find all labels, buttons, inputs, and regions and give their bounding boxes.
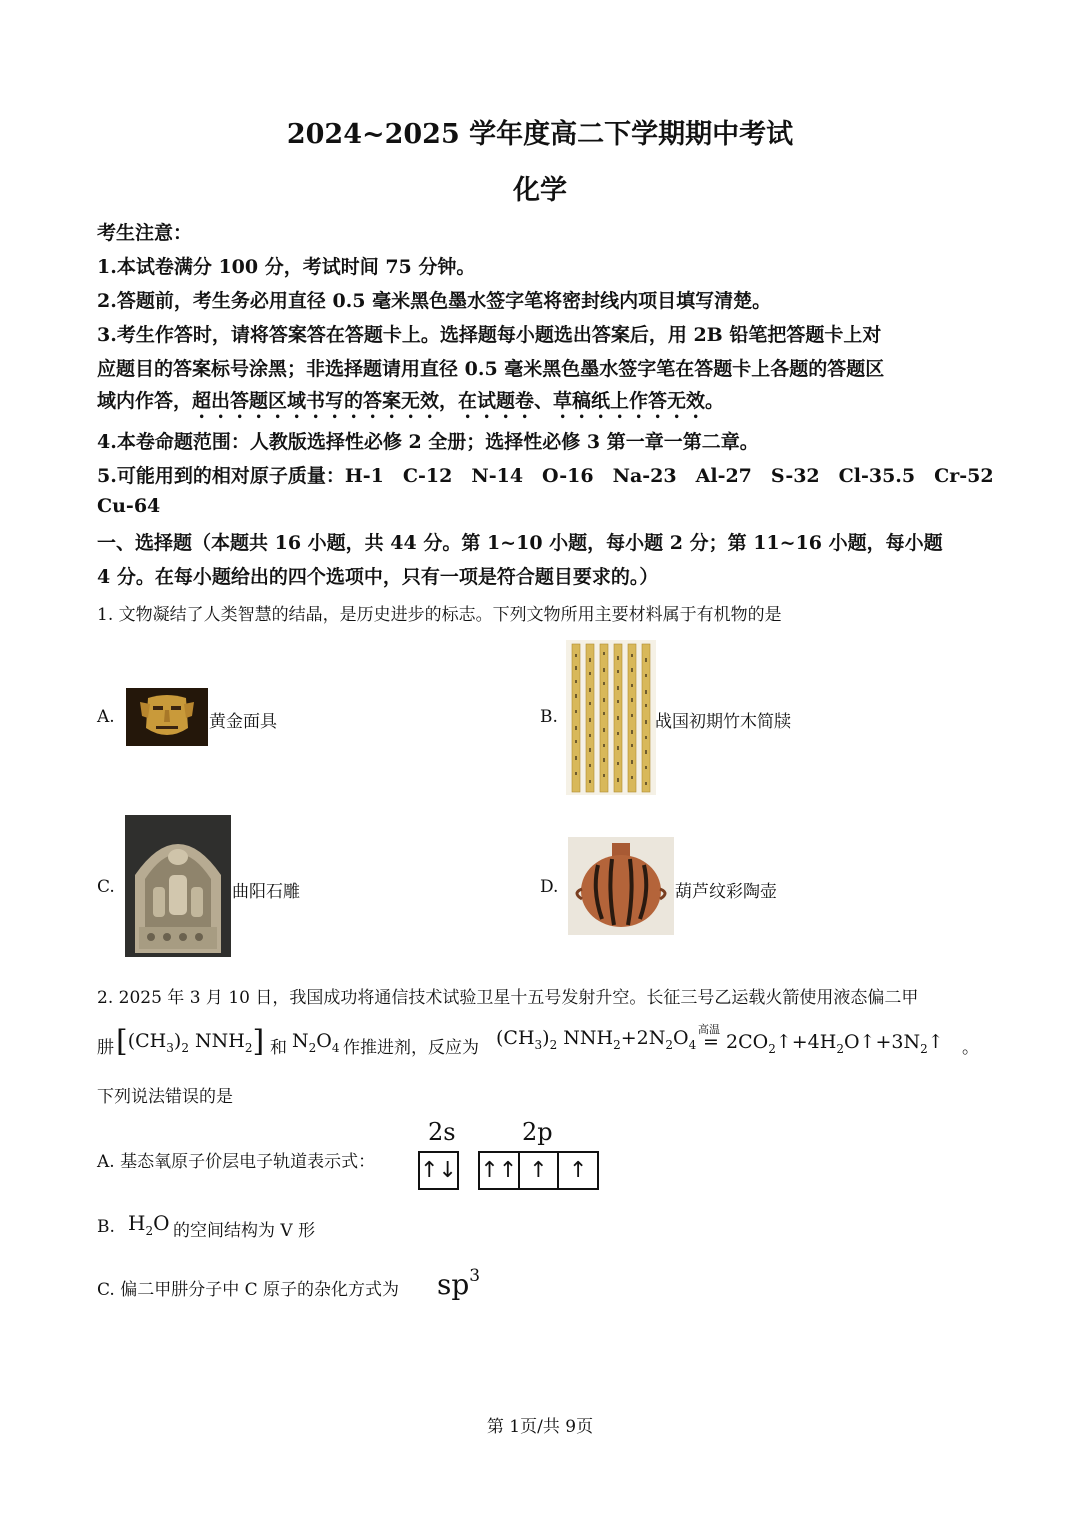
notice-item-3-line-3 <box>97 386 724 423</box>
hybridization-formula: $sp^3$ <box>437 1266 481 1301</box>
orbital-2s-label: 2s <box>428 1118 456 1146</box>
udmh-formula: [$(CH_3)_2$ $NNH_2$] <box>116 1024 265 1059</box>
q1-option-a-letter: A. <box>97 707 115 727</box>
reaction-condition: 高温 <box>698 1023 720 1036</box>
notice-item-3-line-3-start: 域内作答， <box>97 390 193 412</box>
notice-item-3-line-1: 3.考生作答时，请将答案答在答题卡上。选择题每小题选出答案后，用 2B 铅笔把答题卡上对 <box>97 324 882 346</box>
section-1-line-1: 一、选择题（本题共 16 小题，共 44 分。第 1~10 小题，每小题 2 分；第 11~16 小题，每小题 <box>97 532 943 554</box>
hybridization-base: sp <box>437 1268 470 1301</box>
notice-item-4: 4.本卷命题范围：人教版选择性必修 2 全册；选择性必修 3 第一章一第二章。 <box>97 431 759 453</box>
q1-option-b-text: 战国初期竹木简牍 <box>655 712 791 732</box>
reaction-products: $2CO_2↑+4H_2O↑+3N_2↑$ <box>726 1031 944 1056</box>
notice-item-5-line-2: Cu-64 <box>97 495 161 517</box>
notice-item-2: 2.答题前，考生务必用直径 0.5 毫米黑色墨水签字笔将密封线内项目填写清楚。 <box>97 290 772 312</box>
notice-item-3-line-2: 应题目的答案标号涂黑；非选择题请用直径 0.5 毫米黑色墨水签字笔在答题卡上各题的答题区 <box>97 358 885 380</box>
q2-stem-line-2-start: 肼 <box>97 1038 114 1058</box>
q1-stem: 1. 文物凝结了人类智慧的结晶，是历史进步的标志。下列文物所用主要材料属于有机物的是 <box>97 605 782 625</box>
q1-option-d-letter: D. <box>540 877 559 897</box>
notice-heading: 考生注意： <box>97 222 193 244</box>
exam-title: 2024~2025 学年度高二下学期期中考试 <box>286 119 794 150</box>
water-formula: $H_2O$ <box>128 1211 170 1238</box>
q2-stem-line-1: 2. 2025 年 3 月 10 日，我国成功将通信技术试验卫星十五号发射升空。长征三号乙运载火箭使用液态偏二甲 <box>97 988 919 1008</box>
notice-item-5-line-1: 5.可能用到的相对原子质量：H-1 C-12 N-14 O-16 Na-23 Al-27 S-32 Cl-35.5 Cr-52 <box>97 465 994 487</box>
reaction-reactants: $(CH_3)_2$ $NNH_2+2N_2O_4$ <box>496 1027 697 1052</box>
n2o4-formula: $N_2O_4$ <box>292 1030 340 1055</box>
q1-option-d-text: 葫芦纹彩陶壶 <box>675 882 777 902</box>
q1-option-c-letter: C. <box>97 877 115 897</box>
q2-and-text: 和 <box>270 1038 287 1058</box>
orbital-2p-label: 2p <box>522 1118 553 1146</box>
reaction-equals-sign: = <box>703 1031 719 1053</box>
gold-mask-image <box>126 688 208 746</box>
orbital-2s-box <box>418 1151 459 1190</box>
bamboo-slips-image <box>566 640 656 795</box>
painted-pottery-image <box>568 837 674 935</box>
q1-option-a-text: 黄金面具 <box>209 712 277 732</box>
notice-item-1: 1.本试卷满分 100 分，考试时间 75 分钟。 <box>97 256 476 278</box>
orbital-2p-cell-2: ↑ <box>520 1153 560 1188</box>
notice-emphasis-text: 超出答题区域书写的答案无效，在试题卷、草稿纸上作答无效 <box>192 390 706 412</box>
orbital-2p-cell-1: ↑↑ <box>480 1153 520 1188</box>
q2-option-b-text: 的空间结构为 V 形 <box>173 1221 316 1241</box>
section-1-line-2: 4 分。在每小题给出的四个选项中，只有一项是符合题目要求的。） <box>97 566 659 588</box>
orbital-2s-cell: ↑↓ <box>420 1158 457 1183</box>
q2-option-a-text: A. 基态氧原子价层电子轨道表示式： <box>97 1152 376 1172</box>
notice-item-3-line-3-end: 。 <box>705 390 725 412</box>
q2-stem-line-3: 下列说法错误的是 <box>97 1087 233 1107</box>
orbital-2p-box <box>478 1151 599 1190</box>
q2-propellant-text: 作推进剂，反应为 <box>343 1038 479 1058</box>
page-number: 第 1页/共 9页 <box>486 1417 594 1437</box>
q2-option-b-letter: B. <box>97 1217 115 1237</box>
q1-option-c-text: 曲阳石雕 <box>232 882 300 902</box>
q1-option-b-letter: B. <box>540 707 558 727</box>
q2-end-mark: 。 <box>962 1038 979 1058</box>
orbital-2p-cell-3: ↑ <box>568 1158 588 1183</box>
subject-title: 化学 <box>513 175 567 206</box>
q2-option-c-text: C. 偏二甲肼分子中 C 原子的杂化方式为 <box>97 1280 400 1300</box>
stone-carving-image <box>125 815 231 957</box>
